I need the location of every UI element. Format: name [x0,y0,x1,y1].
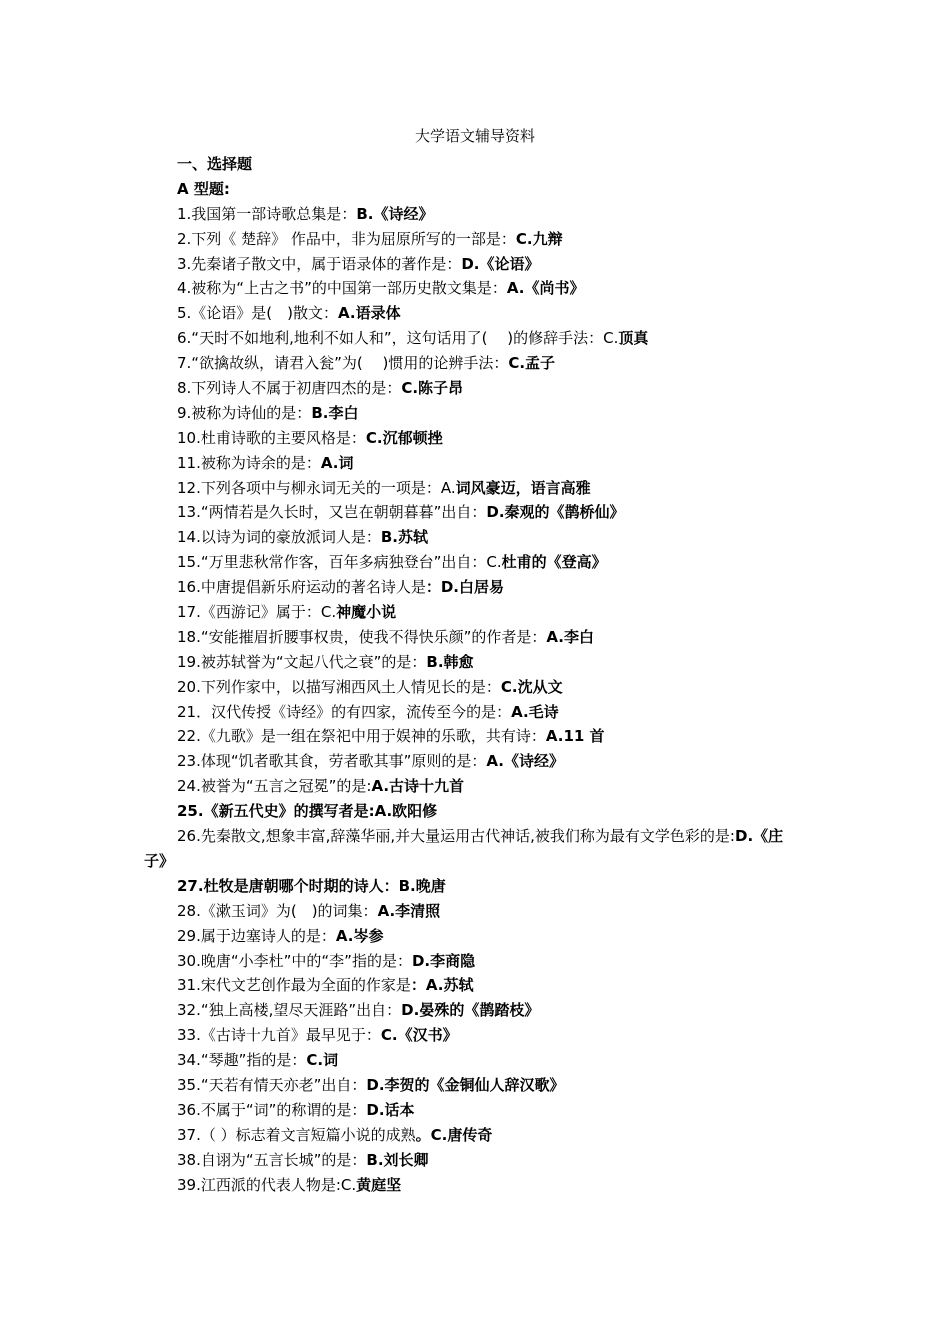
answer-text: D.《庄子》 [144,827,784,870]
question-item [144,824,804,874]
question-text: 13.“两情若是久长时，又岂在朝朝暮暮”出自： [177,503,487,522]
question-text: 38.自诩为“五言长城”的是： [177,1150,367,1169]
question-item [177,924,817,949]
question-text: 29.属于边塞诗人的是： [177,926,336,945]
question-text: 11.被称为诗余的是： [177,453,321,472]
question-type-heading: A 型题: [177,179,230,198]
answer-text: B.苏轼 [380,528,428,547]
question-text: 20.下列作家中，以描写湘西风土人情见长的是： [177,677,501,696]
question-text: 33.《古诗十九首》最早见于： [177,1026,381,1045]
question-text: 18.“安能摧眉折腰事权贵，使我不得快乐颜”的作者是： [177,627,547,646]
answer-text: A.古诗十九首 [371,777,465,796]
answer-text: C.沈从文 [500,677,563,696]
answer-text: 。C.唐传奇 [415,1125,493,1144]
answer-text: C.《汉书》 [380,1026,458,1045]
question-text: 10.杜甫诗歌的主要风格是： [177,428,366,447]
answer-text: ：D.白居易 [425,578,505,597]
answer-text: B.韩愈 [426,652,474,671]
question-text: 31.宋代文艺创作最为全面的作家是 [177,976,411,995]
question-item [177,1073,817,1098]
answer-text: A.《尚书》 [506,279,585,298]
question-text: 35.“天若有情天亦老”出自： [177,1075,367,1094]
question-text: 34.“琴趣”指的是： [177,1051,307,1070]
answer-text: D.李商隐 [411,951,476,970]
question-item [177,874,817,899]
question-item [177,351,817,376]
question-text: 15.“万里悲秋常作客，百年多病独登台”出自：C. [177,553,502,572]
answer-text: 27.杜牧是唐朝哪个时期的诗人：B.晚唐 [177,876,446,895]
question-item [177,575,817,600]
question-item [177,724,817,749]
answer-text: D.晏殊的《鹊踏枝》 [401,1001,540,1020]
question-text: 7.“欲擒故纵，请君入瓮”为( )惯用的论辨手法： [177,354,509,373]
question-item [177,650,817,675]
question-item [177,227,817,252]
answer-text: D.秦观的《鹊桥仙》 [486,503,625,522]
question-item [177,625,817,650]
question-item [177,799,817,824]
question-text: 1.我国第一部诗歌总集是： [177,204,357,223]
answer-text: 25.《新五代史》的撰写者是:A.欧阳修 [177,802,438,821]
question-item [177,451,817,476]
question-item [177,525,817,550]
question-text: 6.“天时不如地利,地利不如人和”，这句话用了( )的修辞手法：C. [177,329,619,348]
question-item [177,326,817,351]
document-title: 大学语文辅导资料 [414,127,535,145]
question-text: 2.下列《 楚辞》 作品中，非为屈原所写的一部是： [177,229,516,248]
answer-text: A.语录体 [338,304,401,323]
question-text: 39.江西派的代表人物是:C. [177,1175,357,1194]
question-item [177,550,817,575]
question-text: 17.《西游记》属于：C. [177,603,337,622]
question-text: 21．汉代传授《诗经》的有四家，流传至今的是： [177,702,512,721]
answer-text: A.《诗经》 [486,752,564,771]
question-item [177,1048,817,1073]
question-text: 3.先秦诸子散文中，属于语录体的著作是： [177,254,462,273]
question-text: 5.《论语》是( )散文： [177,304,339,323]
answer-text: 杜甫的《登高》 [501,553,607,572]
question-item [177,1123,817,1148]
answer-text: D.《论语》 [461,254,540,273]
question-item [177,949,817,974]
question-text: 8.下列诗人不属于初唐四杰的是： [177,379,402,398]
answer-text: B.李白 [311,403,359,422]
question-item [177,476,817,501]
question-text: 4.被称为“上古之书”的中国第一部历史散文集是： [177,279,507,298]
question-item [177,600,817,625]
answer-text: 神魔小说 [336,603,397,622]
question-item [177,202,817,227]
answer-text: B.《诗经》 [356,204,434,223]
answer-text: C.九辩 [515,229,563,248]
question-text: 36.不属于“词”的称谓的是： [177,1100,367,1119]
question-item [177,998,817,1023]
question-item [177,426,817,451]
answer-text: C.陈子昂 [401,379,464,398]
answer-text: D.话本 [366,1100,415,1119]
answer-text: 黄庭坚 [356,1175,402,1194]
question-item [177,973,817,998]
question-item [177,1148,817,1173]
question-item [177,252,817,277]
question-text: 37.（ ）标志着文言短篇小说的成熟 [177,1125,416,1144]
question-text: 16.中唐提倡新乐府运动的著名诗人是 [177,578,426,597]
question-item [177,749,817,774]
question-item [177,675,817,700]
answer-text: A.李白 [546,627,594,646]
question-item [177,700,817,725]
question-item [177,1098,817,1123]
question-list [144,152,817,1197]
question-item [177,500,817,525]
question-item [177,774,817,799]
answer-text: A.李清照 [377,901,441,920]
answer-text: C.孟子 [508,354,556,373]
question-text: 30.晚唐“小李杜”中的“李”指的是： [177,951,412,970]
question-text: 22.《九歌》是一组在祭祀中用于娱神的乐歌，共有诗： [177,727,546,746]
section-heading: 一、选择题 [177,155,253,173]
question-item [177,899,817,924]
answer-text: A.11 首 [545,727,605,746]
question-item [177,401,817,426]
question-item [177,1023,817,1048]
question-text: 28.《漱玉词》为( )的词集： [177,901,378,920]
question-item [177,301,817,326]
question-item [177,276,817,301]
answer-text: 词风豪迈，语言高雅 [455,478,591,497]
answer-text: C.沉郁顿挫 [365,428,443,447]
answer-text: C.词 [306,1051,339,1070]
answer-text: D.李贺的《金铜仙人辞汉歌》 [366,1075,565,1094]
answer-text: B.刘长卿 [366,1150,429,1169]
question-text: 26.先秦散文,想象丰富,辞藻华丽,并大量运用古代神话,被我们称为最有文学色彩的是: [177,827,735,846]
question-text: 14.以诗为词的豪放派词人是： [177,528,381,547]
question-item [177,376,817,401]
answer-text: A.毛诗 [511,702,559,721]
question-text: 32.“独上高楼,望尽天涯路”出自： [177,1001,402,1020]
question-text: 19.被苏轼誉为“文起八代之衰”的是： [177,652,427,671]
question-text: 24.被誉为“五言之冠冕”的是: [177,777,372,796]
question-text: 23.体现“饥者歌其食，劳者歌其事”原则的是： [177,752,487,771]
answer-text: ：A.苏轼 [410,976,474,995]
question-text: 12.下列各项中与柳永词无关的一项是：A. [177,478,456,497]
question-text: 9.被称为诗仙的是： [177,403,312,422]
answer-text: A.词 [320,453,354,472]
answer-text: 顶真 [618,329,649,348]
answer-text: A.岑参 [335,926,384,945]
question-item [177,1173,817,1198]
